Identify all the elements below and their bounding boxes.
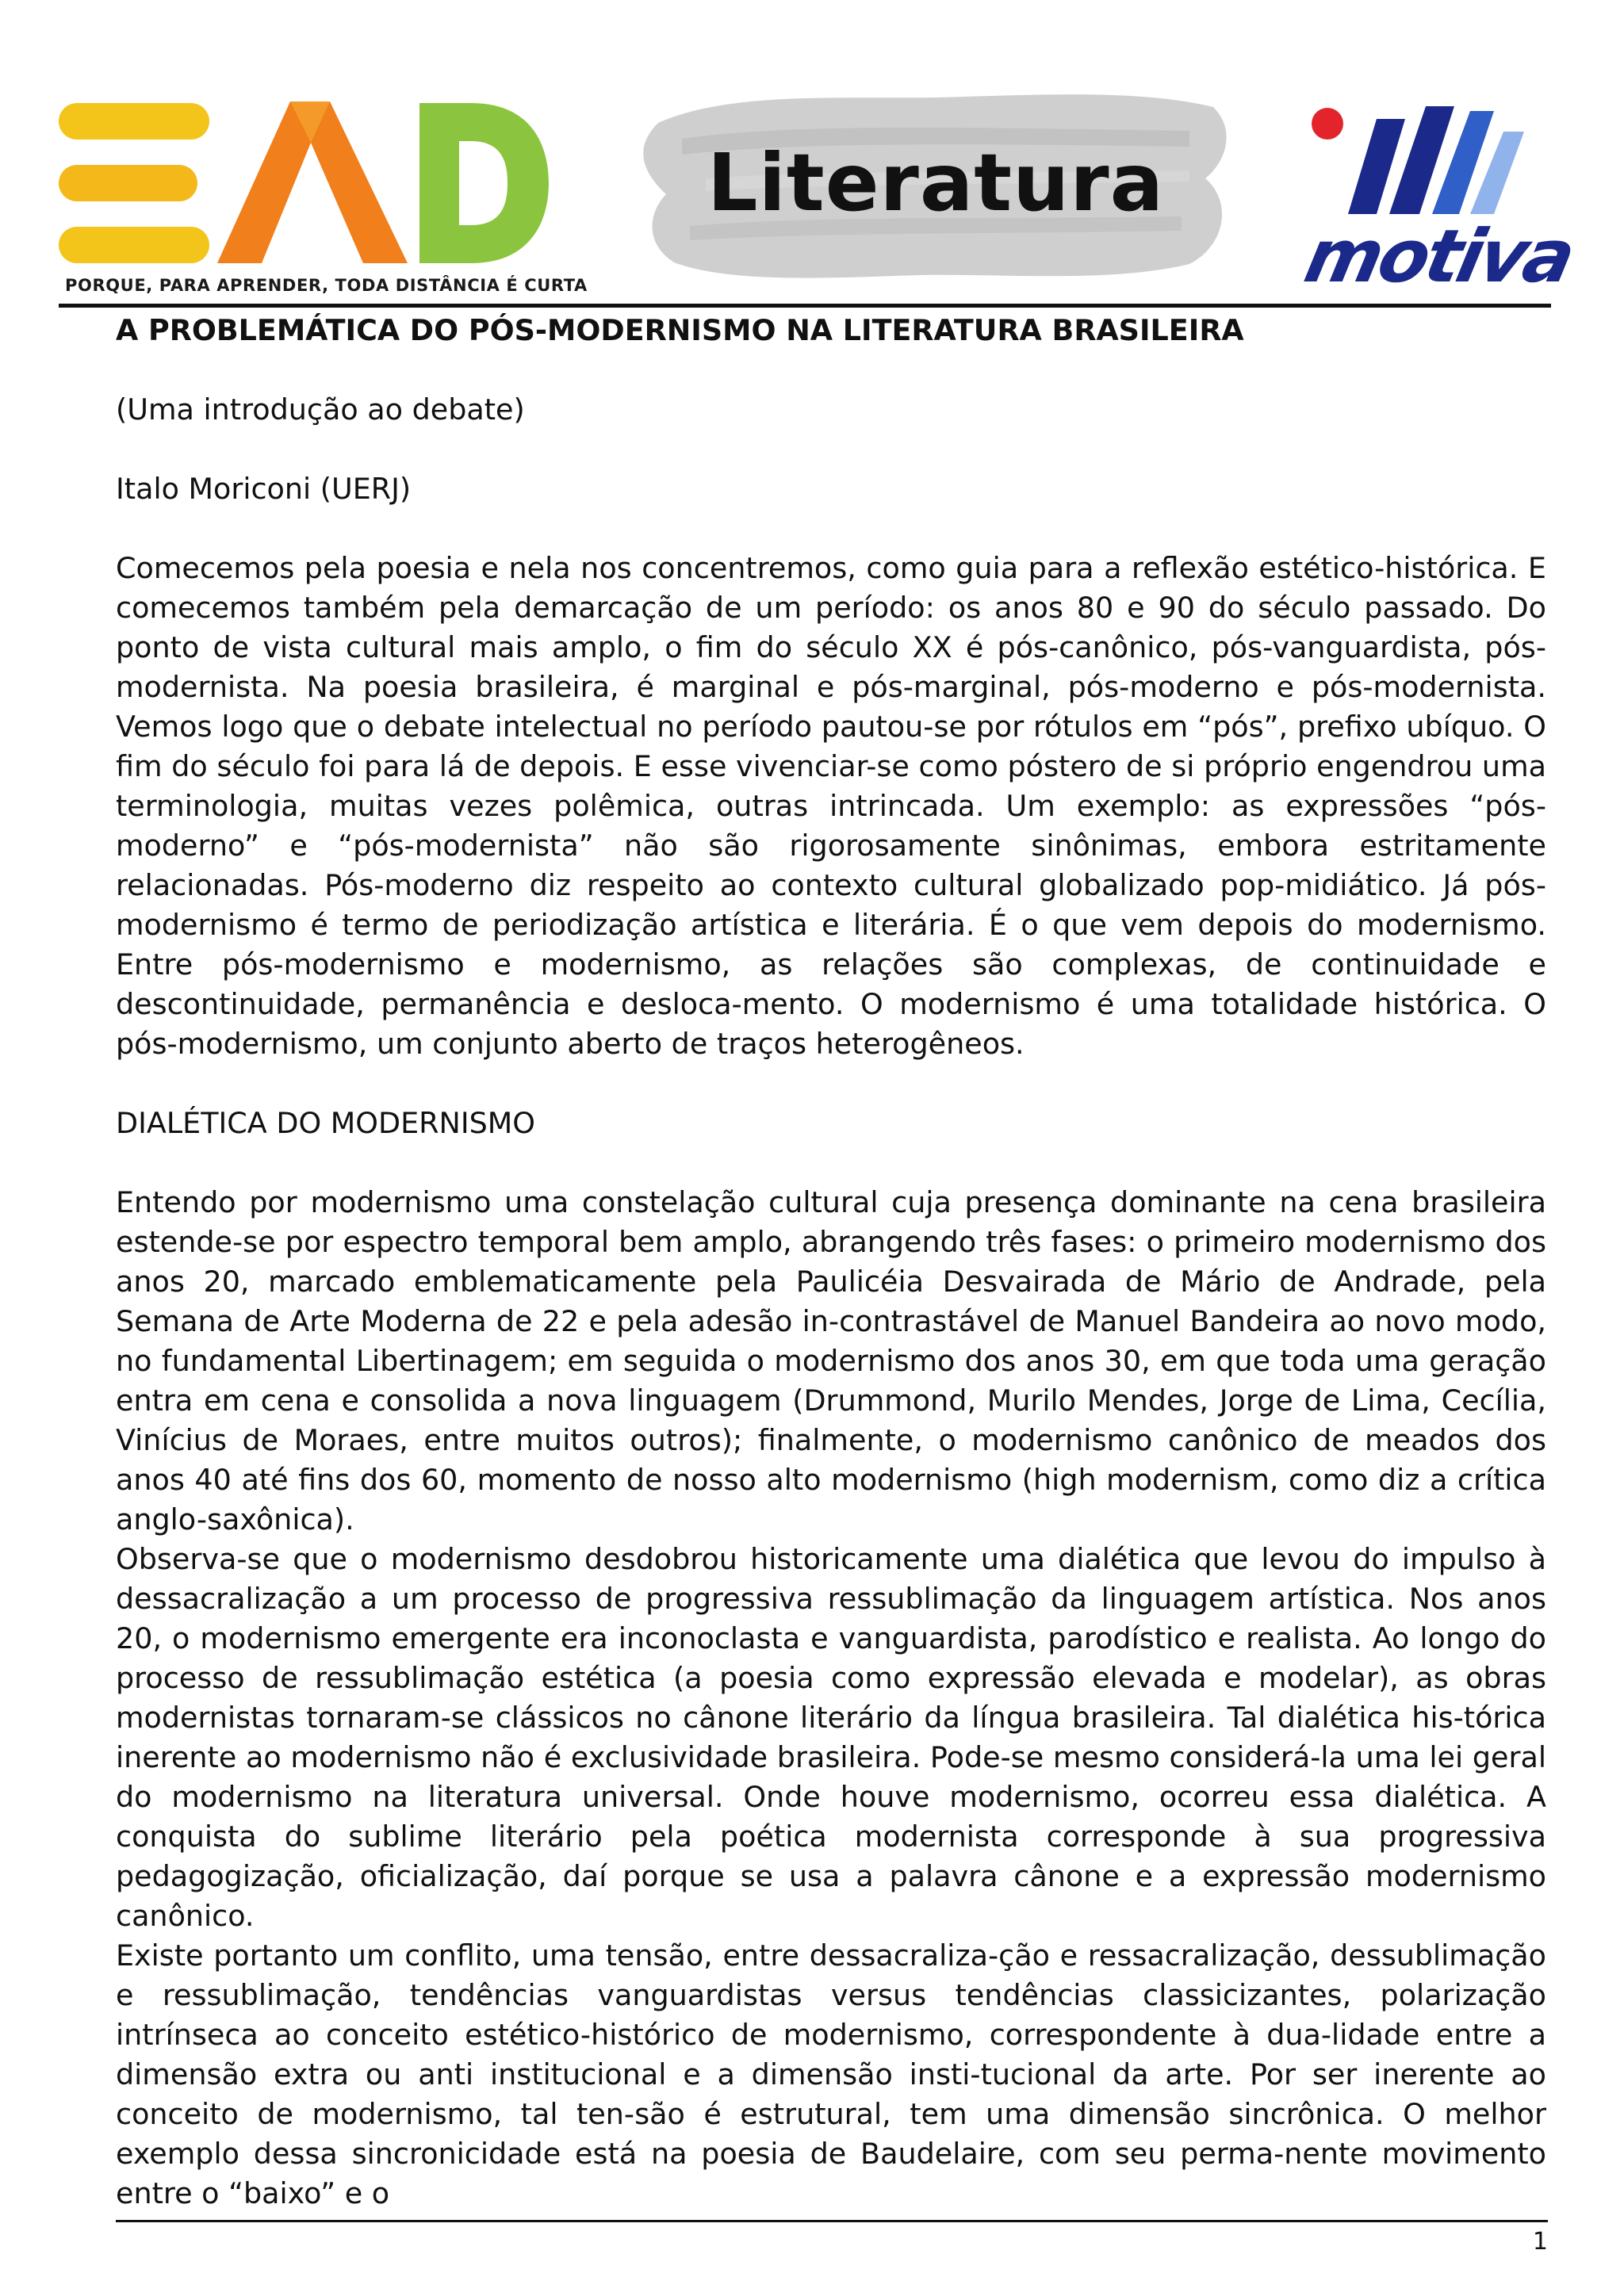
- section-heading: DIALÉTICA DO MODERNISMO: [116, 1106, 536, 1140]
- document-author: Italo Moriconi (UERJ): [116, 472, 412, 506]
- document-body: [116, 311, 1546, 2214]
- paragraph: Existe portanto um conflito, uma tensão, entre dessacraliza-ção e ressacralização, dessublimação e ressublimação, tendências vanguardistas versus tendências classicizantes, polarização intrínseca ao conceito estético-histórico de modernismo, correspondente à dua-lidade entre a dimensão extra ou anti institucional e a dimensão insti-tucional da arte. Por ser inerente ao conceito de modernismo, tal ten-são é estrutural, tem uma dimensão sincrônica. O melhor exemplo dessa sincronicidade está na poesia de Baudelaire, com seu perma-nente movimento entre o “baixo” e o: [116, 1938, 1546, 2210]
- subject-title-banner: [634, 75, 1237, 289]
- motiva-logo-mark: [1300, 103, 1578, 222]
- ead-logo-mark: [59, 94, 550, 272]
- document-title: A PROBLEMÁTICA DO PÓS-MODERNISMO NA LITERATURA BRASILEIRA: [116, 313, 1244, 347]
- subject-title: Literatura: [707, 136, 1165, 229]
- motiva-logo: [1297, 103, 1580, 299]
- ead-logo: [59, 94, 588, 300]
- header-divider: [59, 304, 1551, 308]
- document-subtitle: (Uma introdução ao debate): [116, 392, 525, 427]
- ead-tagline: PORQUE, PARA APRENDER, TODA DISTÂNCIA É CURTA: [65, 276, 588, 295]
- paragraph: Observa-se que o modernismo desdobrou historicamente uma dialética que levou do impulso à dessacralização a um processo de progressiva ressublimação da linguagem artística. Nos anos 20, o modernismo emergente era inconoclasta e vanguardista, parodístico e realista. Ao longo do processo de ressublimação estética (a poesia como expressão elevada e modelar), as obras modernistas tornaram-se clássicos no cânone literário da língua brasileira. Tal dialética his-tórica inerente ao modernismo não é exclusividade brasileira. Pode-se mesmo considerá-la uma lei geral do modernismo na literatura universal. Onde houve modernismo, ocorreu essa dialética. A conquista do sublime literário pela poética modernista corresponde à sua progressiva pedagogização, oficialização, daí porque se usa a palavra cânone e a expressão modernismo canônico.: [116, 1542, 1546, 1933]
- footer-divider: [116, 2220, 1548, 2222]
- page-number: 1: [1532, 2228, 1548, 2256]
- paragraph-intro: Comecemos pela poesia e nela nos concentremos, como guia para a reflexão estético-histórica. E comecemos também pela demarcação de um período: os anos 80 e 90 do século passado. Do ponto de vista cultural mais amplo, o fim do século XX é pós-canônico, pós-vanguardista, pós-modernista. Na poesia brasileira, é marginal e pós-marginal, pós-moderno e pós-modernista. Vemos logo que o debate intelectual no período pautou-se por rótulos em “pós”, prefixo ubíquo. O fim do século foi para lá de depois. E esse vivenciar-se como póstero de si próprio engendrou uma terminologia, muitas vezes polêmica, outras intrincada. Um exemplo: as expressões “pós-moderno” e “pós-modernista” não são rigorosamente sinônimas, embora estritamente relacionadas. Pós-moderno diz respeito ao contexto cultural globalizado pop-midiático. Já pós-modernismo é termo de periodização artística e literária. É o que vem depois do modernismo. Entre pós-modernismo e modernismo, as relações são complexas, de continuidade e descontinuidade, permanência e desloca-mento. O modernismo é uma totalidade histórica. O pós-modernismo, um conjunto aberto de traços heterogêneos.: [116, 551, 1546, 1061]
- paragraph: Entendo por modernismo uma constelação cultural cuja presença dominante na cena brasileira estende-se por espectro temporal bem amplo, abrangendo três fases: o primeiro modernismo dos anos 20, marcado emblematicamente pela Paulicéia Desvairada de Mário de Andrade, pela Semana de Arte Moderna de 22 e pela adesão in-contrastável de Manuel Bandeira ao novo modo, no fundamental Libertinagem; em seguida o modernismo dos anos 30, em que toda uma geração entra em cena e consolida a nova linguagem (Drummond, Murilo Mendes, Jorge de Lima, Cecília, Vinícius de Moraes, entre muitos outros); finalmente, o modernismo canônico de meados dos anos 40 até fins dos 60, momento de nosso alto modernismo (high modernism, como diz a crítica anglo-saxônica).: [116, 1185, 1546, 1536]
- motiva-wordmark: motiva: [1297, 214, 1580, 299]
